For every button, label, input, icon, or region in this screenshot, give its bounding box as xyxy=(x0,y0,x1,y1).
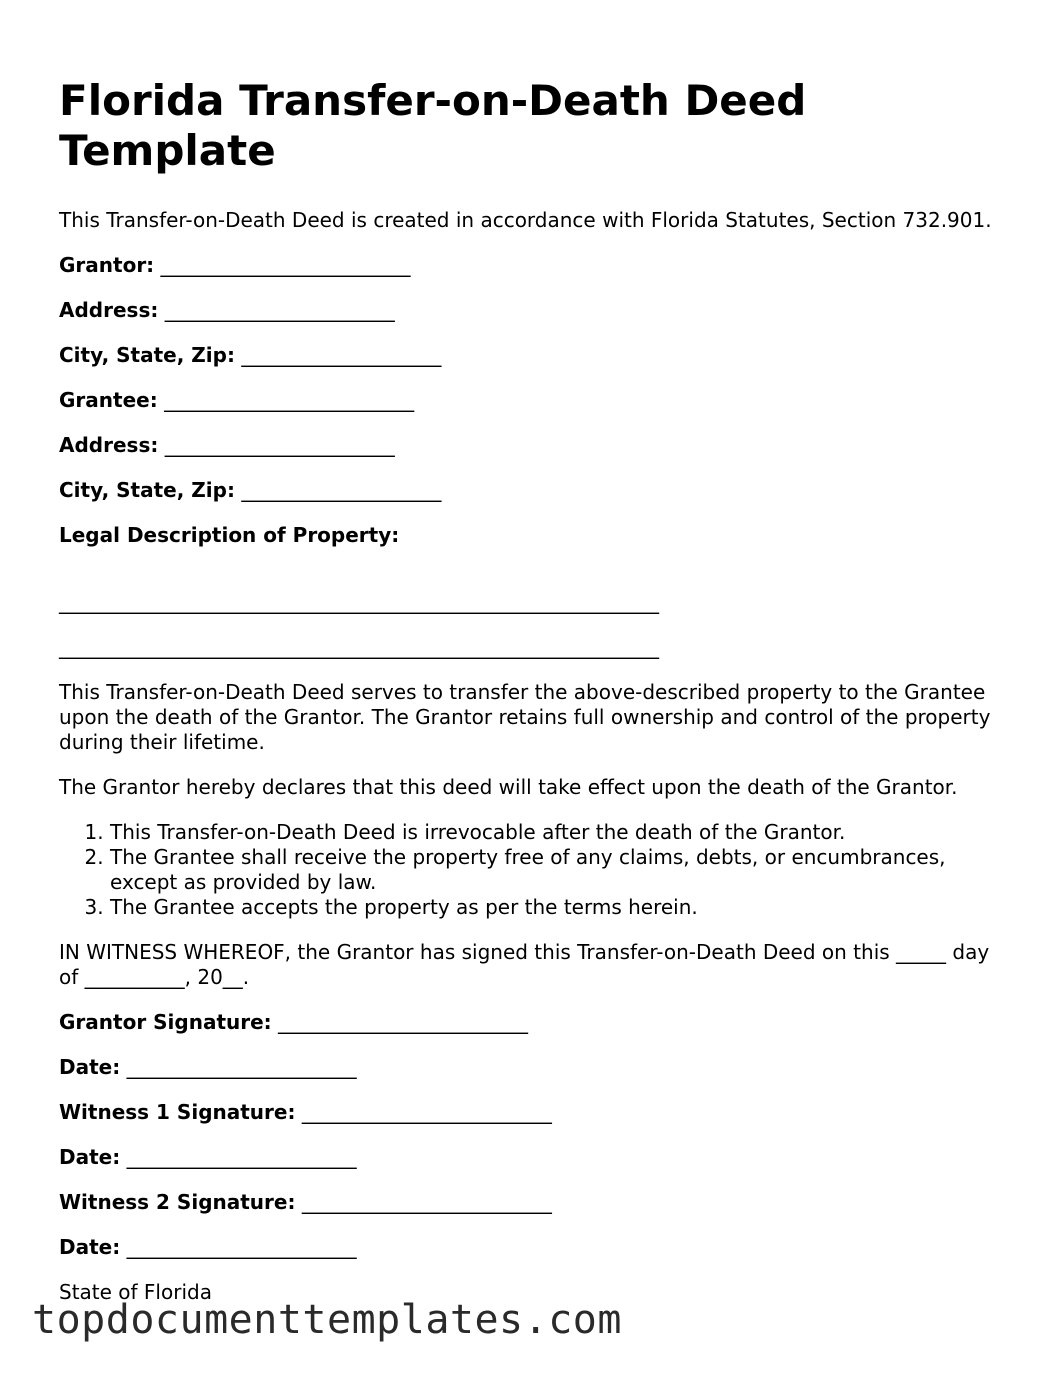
grantor-label: Grantor: xyxy=(59,253,155,277)
terms-list-item: 1. This Transfer-on-Death Deed is irrevocable after the death of the Grantor. xyxy=(110,820,1009,845)
terms-list xyxy=(59,820,1009,920)
grantor-address-field xyxy=(59,298,1009,323)
witness-2-date-field xyxy=(59,1235,1009,1260)
grantor-address-label: Address: xyxy=(59,298,159,322)
grantor-date-label: Date: xyxy=(59,1055,121,1079)
witness-1-signature-blank: _________________________ xyxy=(301,1100,552,1124)
grantor-address-blank: _______________________ xyxy=(164,298,395,322)
watermark-text: topdocumenttemplates.com xyxy=(32,1297,622,1343)
grantee-blank: _________________________ xyxy=(164,388,415,412)
terms-list-item: 3. The Grantee accepts the property as per the terms herein. xyxy=(110,895,1009,920)
witness-2-signature-label: Witness 2 Signature: xyxy=(59,1190,296,1214)
grantor-field xyxy=(59,253,1009,278)
intro-paragraph: This Transfer-on-Death Deed is created in accordance with Florida Statutes, Section 732.901. xyxy=(59,208,992,232)
legal-gap xyxy=(59,568,1009,590)
grantee-city-blank: ____________________ xyxy=(241,478,442,502)
witness-1-signature-label: Witness 1 Signature: xyxy=(59,1100,296,1124)
legal-description-line-1: ____________________________________________________________ xyxy=(59,590,659,614)
witness-2-signature-blank: _________________________ xyxy=(301,1190,552,1214)
document-title: Florida Transfer-on-Death Deed Template xyxy=(59,76,807,175)
grantor-date-field xyxy=(59,1055,1009,1080)
grantor-signature-field xyxy=(59,1010,1009,1035)
grantor-city-blank: ____________________ xyxy=(241,343,442,367)
grantee-address-field xyxy=(59,433,1009,458)
grantor-date-blank: _______________________ xyxy=(126,1055,357,1079)
legal-description-line-2: ____________________________________________________________ xyxy=(59,635,659,659)
grantor-city-label: City, State, Zip: xyxy=(59,343,235,367)
grantee-label: Grantee: xyxy=(59,388,158,412)
grantee-address-label: Address: xyxy=(59,433,159,457)
grantee-address-blank: _______________________ xyxy=(164,433,395,457)
witness-2-date-blank: _______________________ xyxy=(126,1235,357,1259)
state-line: State of Florida xyxy=(59,1280,212,1304)
legal-description-label: Legal Description of Property: xyxy=(59,523,400,547)
grantee-city-field xyxy=(59,478,1009,503)
grantee-field xyxy=(59,388,1009,413)
grantor-signature-blank: _________________________ xyxy=(278,1010,529,1034)
witness-1-date-blank: _______________________ xyxy=(126,1145,357,1169)
grantor-city-field xyxy=(59,343,1009,368)
terms-list-item: 2. The Grantee shall receive the property free of any claims, debts, or encumbrances, except as provided by law. xyxy=(110,845,1009,895)
witness-2-signature-field xyxy=(59,1190,1009,1215)
witness-clause: IN WITNESS WHEREOF, the Grantor has signed this Transfer-on-Death Deed on this _____ day of __________, 20__. xyxy=(59,940,990,989)
grantor-signature-label: Grantor Signature: xyxy=(59,1010,272,1034)
witness-1-date-field xyxy=(59,1145,1009,1170)
witness-2-date-label: Date: xyxy=(59,1235,121,1259)
witness-1-date-label: Date: xyxy=(59,1145,121,1169)
document-page xyxy=(59,76,1009,1305)
grantee-city-label: City, State, Zip: xyxy=(59,478,235,502)
legal-description-field xyxy=(59,523,1009,548)
witness-1-signature-field xyxy=(59,1100,1009,1125)
transfer-paragraph: This Transfer-on-Death Deed serves to transfer the above-described property to the Grantee upon the death of the Grantor. The Grantor retains full ownership and control of the property during their lifetime. xyxy=(59,680,991,754)
declaration-paragraph: The Grantor hereby declares that this deed will take effect upon the death of the Grantor. xyxy=(59,775,958,799)
grantor-blank: _________________________ xyxy=(160,253,411,277)
